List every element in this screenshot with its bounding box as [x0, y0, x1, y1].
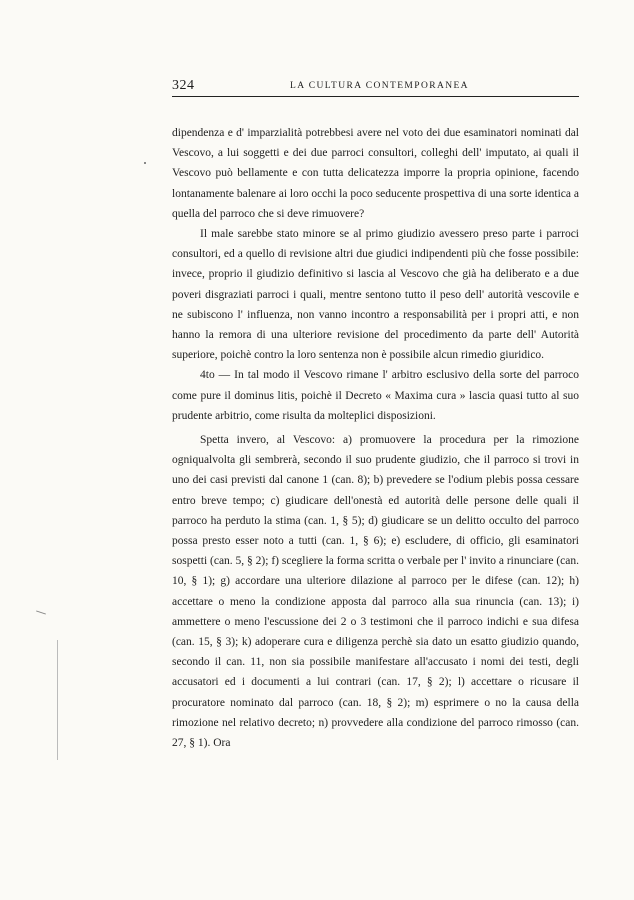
scan-speck: [144, 162, 146, 164]
body-text: [172, 123, 579, 753]
running-title: LA CULTURA CONTEMPORANEA: [290, 81, 469, 91]
paragraph: dipendenza e d' imparzialità potrebbesi avere nel voto dei due esaminatori nominati dal Vescovo, a lui soggetti e dei due parroci consultori, colleghi dell' imputato, ai quali il Vescovo può bellamente e con tutta delicatezza imporre la propria opinione, facendo lontanamente balenare ai loro occhi la poco seducente prospettiva di una sorte identica a quella del parroco che si deve rimuovere?: [172, 127, 579, 220]
page-number: 324: [172, 78, 195, 93]
paragraph: 4to — In tal modo il Vescovo rimane l' arbitro esclusivo della sorte del parroco come pure il dominus litis, poichè il Decreto « Maxima cura » lascia quasi tutto al suo prudente arbitrio, come risulta da molteplici disposizioni.: [172, 369, 579, 422]
scan-mark: [57, 640, 58, 760]
paragraph: Spetta invero, al Vescovo: a) promuovere la procedura per la rimozione ogniqualvolta gli sembrerà, secondo il suo prudente giudizio, che il parroco si trovi in uno dei casi previsti dal canone 1 (can. 8); b) prevedere se l'odium plebis possa cessare entro breve tempo; c) giudicare dell'onestà ed autorità delle persone delle quali il parroco ha perduto la stima (can. 1, § 5); d) giudicare se un delitto occulto del parroco possa presto esser noto a tutti (can. 1, § 6); e) escludere, di officio, gli esaminatori sospetti (can. 5, § 2); f) scegliere la forma scritta o verbale per l' invito a rinunciare (can. 10, § 1); g) accordare una ulteriore dilazione al parroco per le difese (can. 12); h) accettare o meno la condizione apposta dal parroco alla sua rinuncia (can. 13); i) ammettere o meno l'escussione dei 2 o 3 testimoni che il parroco indichi e sua difesa (can. 15, § 3); k) adoperare cura e diligenza perchè sia dato un esatto giudizio quando, secondo il can. 11, non sia possibile manifestare all'accusato i nomi dei testi, degli accusatori ed i documenti a lui contrari (can. 17, § 2); l) accettare o ricusare il procuratore nominato dal parroco (can. 18, § 2); m) esprimere o no la causa della rimozione nel relativo decreto; n) provvedere alla condizione del parroco rimosso (can. 27, § 1). Ora: [172, 434, 579, 750]
page-header: [172, 74, 579, 97]
scan-mark: [36, 610, 46, 614]
paragraph: Il male sarebbe stato minore se al primo giudizio avessero preso parte i parroci consultori, ed a quello di revisione altri due giudici indipendenti più che fosse possibile: invece, proprio il giudizio definitivo si lascia al Vescovo che già ha deliberato e a due poveri disgraziati parroci i quali, mentre sentono tutto il peso dell' autorità vescovile e ne subiscono l' influenza, non vanno incontro a responsabilità per i propri atti, e non hanno la remora di una ulteriore revisione del procedimento da parte dell' Autorità superiore, poichè contro la loro sentenza non è possibile alcun rimedio giuridico.: [172, 228, 579, 362]
